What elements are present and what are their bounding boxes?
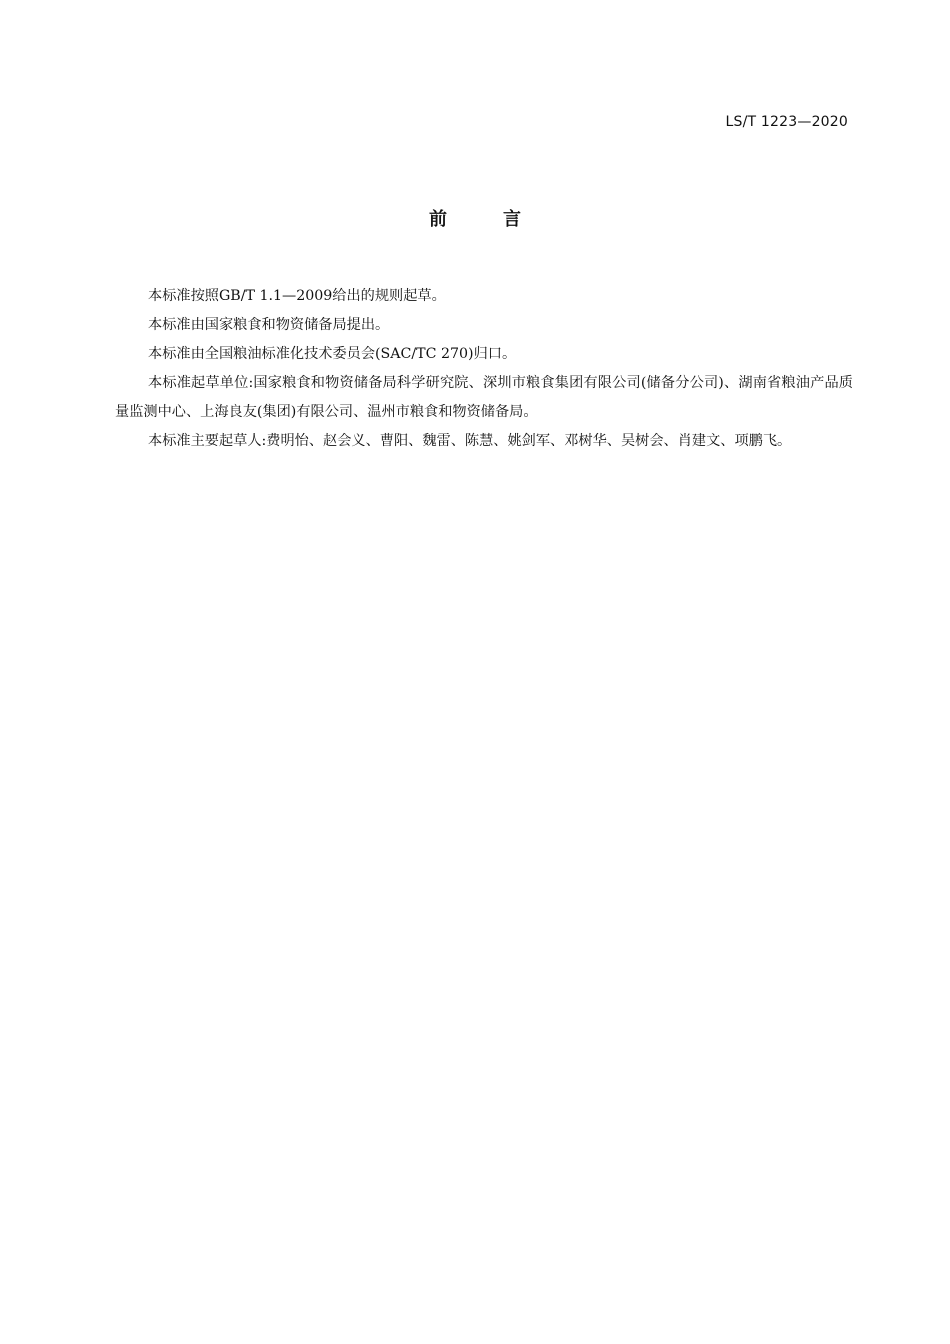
paragraph-proposer: 本标准由国家粮食和物资储备局提出。 — [148, 317, 390, 333]
paragraph-drafters: 本标准主要起草人:费明怡、赵会义、曹阳、魏雷、陈慧、姚剑军、邓树华、吴树会、肖建文、项鹏飞。 — [148, 433, 792, 449]
paragraph-drafting-units: 本标准起草单位:国家粮食和物资储备局科学研究院、深圳市粮食集团有限公司(储备分公司)、湖南省粮油产品质量监测中心、上海良友(集团)有限公司、温州市粮食和物资储备局。 — [115, 375, 853, 420]
paragraph-committee: 本标准由全国粮油标准化技术委员会(SAC/TC 270)归口。 — [148, 346, 517, 362]
paragraph-drafting-rules: 本标准按照GB/T 1.1—2009给出的规则起草。 — [148, 288, 446, 304]
standard-code: LS/T 1223—2020 — [725, 114, 848, 130]
foreword-body — [115, 282, 853, 456]
page-title: 前言 — [429, 209, 577, 230]
